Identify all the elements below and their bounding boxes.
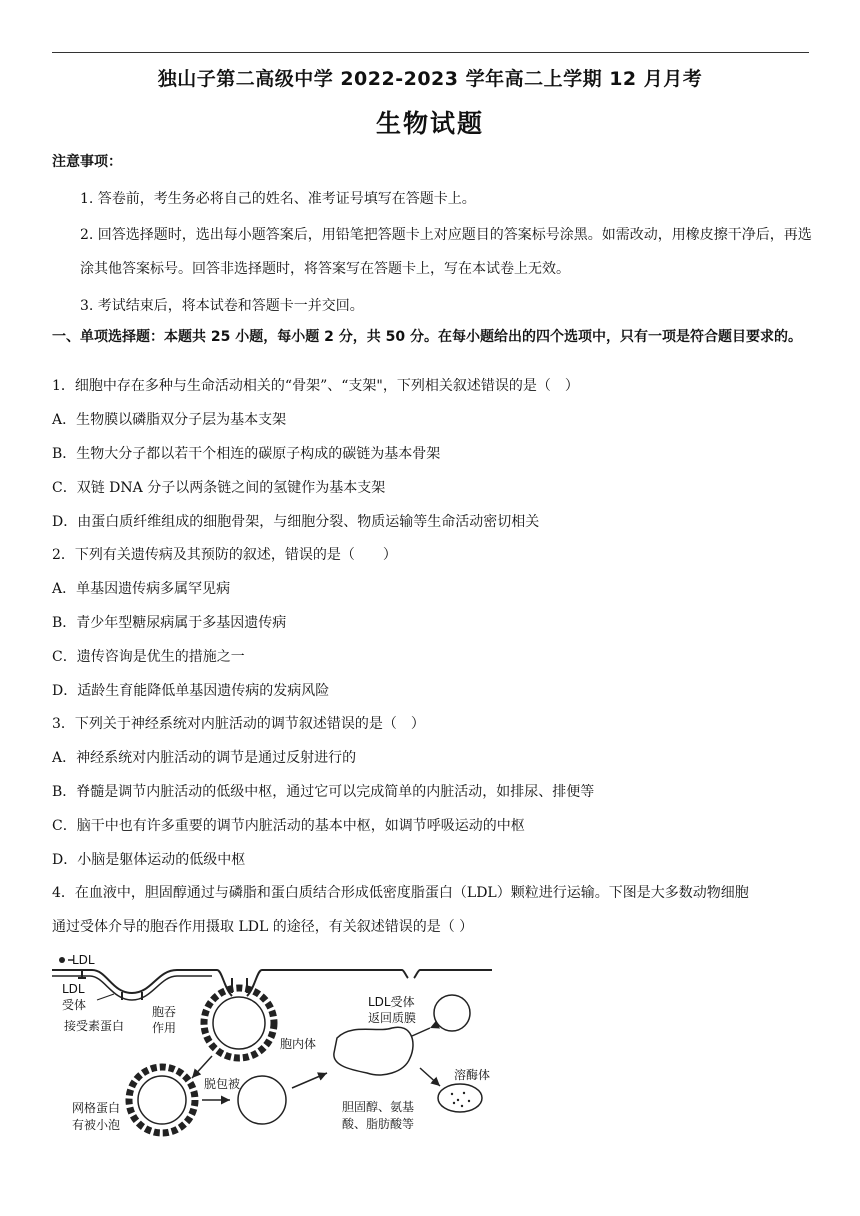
question-2-stem: 2．下列有关遗传病及其预防的叙述，错误的是（ ） [52, 547, 397, 563]
question-1-option-d: D．由蛋白质纤维组成的细胞骨架，与细胞分裂、物质运输等生命活动密切相关 [52, 514, 540, 530]
budding-coated-vesicle [204, 978, 274, 1058]
plasma-membrane [52, 970, 492, 996]
notes-heading: 注意事项： [52, 154, 122, 170]
receptor-label-1: LDL [62, 982, 85, 996]
note-item-2 [52, 218, 812, 286]
endosome-label: 胞内体 [280, 1037, 317, 1051]
question-3-stem: 3．下列关于神经系统对内脏活动的调节叙述错误的是（ ） [52, 716, 425, 732]
products-label-2: 酸、脂肪酸等 [342, 1117, 415, 1131]
products-label-1: 胆固醇、氨基 [342, 1100, 415, 1114]
question-3-option-a: A．神经系统对内脏活动的调节是通过反射进行的 [52, 750, 357, 766]
exam-title: 独山子第二高级中学 2022-2023 学年高二上学期 12 月月考 [157, 68, 703, 90]
question-1-option-b: B．生物大分子都以若干个相连的碳原子构成的碳链为基本骨架 [52, 446, 441, 462]
section-heading: 一、单项选择题：本题共 25 小题，每小题 2 分，共 50 分。在每小题给出的四个选项中，只有一项是符合题目要求的。 [52, 329, 802, 345]
receptor-return-vesicle [434, 995, 470, 1031]
question-1-stem: 1．细胞中存在多种与生命活动相关的“骨架”、“支架"，下列相关叙述错误的是（ ） [52, 378, 579, 394]
question-4-stem-line-1: 4．在血液中，胆固醇通过与磷脂和蛋白质结合形成低密度脂蛋白（LDL）颗粒进行运输。下图是大多数动物细胞 [52, 885, 749, 901]
vesicle-label-2: 有被小泡 [72, 1118, 121, 1132]
endosome [334, 1027, 413, 1075]
clathrin-coated-vesicle [129, 1067, 195, 1133]
question-3-option-c: C．脑干中也有许多重要的调节内脏活动的基本中枢，如调节呼吸运动的中枢 [52, 818, 525, 834]
question-2-option-d: D．适龄生育能降低单基因遗传病的发病风险 [52, 683, 330, 699]
lysosome [438, 1084, 482, 1112]
receptor-label-2: 受体 [62, 998, 87, 1012]
lysosome-label: 溶酶体 [454, 1068, 491, 1082]
endocytosis-label-1: 胞吞 [152, 1005, 177, 1019]
receptor-return-label-2: 返回质膜 [368, 1011, 417, 1025]
uncoating-label: 脱包被 [204, 1077, 241, 1091]
question-4-stem-line-2: 通过受体介导的胞吞作用摄取 LDL 的途径，有关叙述错误的是（ ） [52, 919, 474, 935]
uncoated-vesicle [238, 1076, 286, 1124]
ldl-pathway-figure [52, 948, 502, 1138]
question-1-option-c: C．双链 DNA 分子以两条链之间的氢键作为基本支架 [52, 480, 386, 496]
question-2-option-c: C．遗传咨询是优生的措施之一 [52, 649, 245, 665]
adaptor-label: 接受素蛋白 [64, 1019, 125, 1033]
note-item-1: 1. 答卷前，考生务必将自己的姓名、准考证号填写在答题卡上。 [80, 191, 476, 207]
question-1-option-a: A．生物膜以磷脂双分子层为基本支架 [52, 412, 287, 428]
endocytosis-label-2: 作用 [152, 1021, 177, 1035]
receptor-return-label-1: LDL受体 [368, 995, 415, 1009]
question-3-option-d: D．小脑是躯体运动的低级中枢 [52, 852, 246, 868]
header-rule [52, 52, 809, 53]
subject-title: 生物试题 [375, 109, 484, 138]
question-2-option-b: B．青少年型糖尿病属于多基因遗传病 [52, 615, 287, 631]
vesicle-label-1: 网格蛋白 [72, 1101, 121, 1115]
note-item-2-text: 2. 回答选择题时，选出每小题答案后，用铅笔把答题卡上对应题目的答案标号涂黑。如需改动，用橡皮擦干净后，再选涂其他答案标号。回答非选择题时，将答案写在答题卡上，写在本试卷上无效。 [80, 227, 812, 277]
ldl-label: LDL [72, 953, 95, 967]
question-2-option-a: A．单基因遗传病多属罕见病 [52, 581, 231, 597]
note-item-3: 3. 考试结束后，将本试卷和答题卡一并交回。 [80, 298, 364, 314]
question-3-option-b: B．脊髓是调节内脏活动的低级中枢，通过它可以完成简单的内脏活动，如排尿、排便等 [52, 784, 595, 800]
